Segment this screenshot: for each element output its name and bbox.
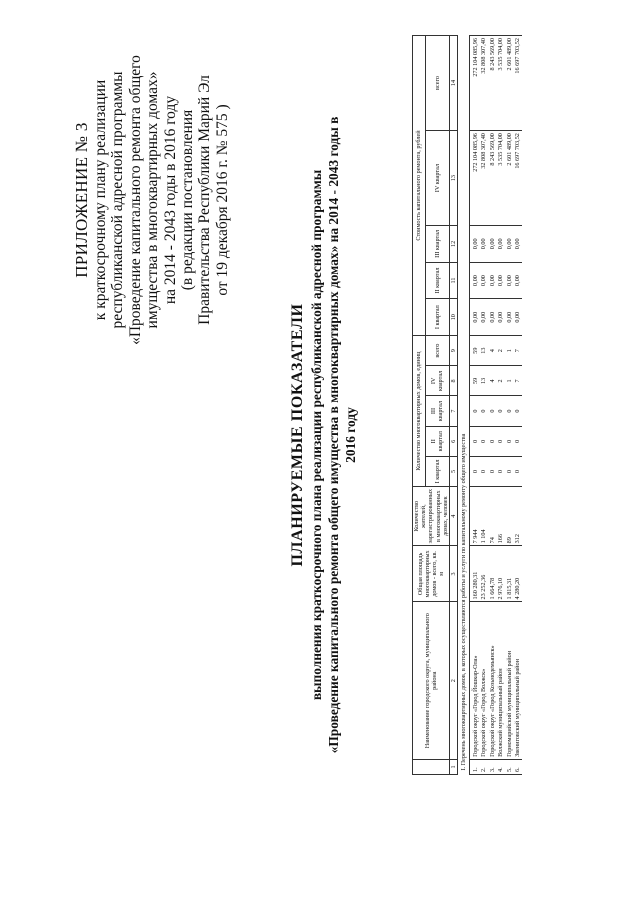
row-houses-q2: 0 [497,426,505,456]
header-cell-q4: IV квартал [425,131,449,226]
row-houses-total: 13 [480,336,488,366]
row-residents: 1 104 [480,487,488,546]
row-cost-q2: 0,00 [513,262,521,299]
section-title: I. Перечень многоквартирных домов, в которых осуществляются работы и услуги по капитальному ремонту общего имущества [458,36,470,775]
row-residents: 89 [505,487,513,546]
row-cost-q3: 0,00 [505,226,513,263]
column-number: 2 [450,602,458,759]
row-area: 2 976,10 [497,546,505,602]
row-houses-total: 2 [497,336,505,366]
row-houses-q2: 0 [470,426,480,456]
row-houses-q1: 0 [470,456,480,486]
row-houses-q4: 7 [513,366,521,396]
row-cost-q4: 8 243 569,00 [488,131,496,226]
row-number: 2. [480,759,488,774]
row-cost-q3: 0,00 [513,226,521,263]
header-cell-q2: II квартал [425,426,449,456]
appendix-line: «Проведение капитального ремонта общего [126,55,144,345]
row-cost-q2: 0,00 [488,262,496,299]
row-houses-q2: 0 [513,426,521,456]
row-cost-q1: 0,00 [497,299,505,336]
header-cell-q1: I квартал [425,456,449,486]
row-cost-q1: 0,00 [513,299,521,336]
column-number: 14 [450,36,458,131]
header-cell-q4: IV квартал [425,366,449,396]
section-row [458,36,470,775]
column-number: 10 [450,299,458,336]
appendix-line: республиканской адресной программы [109,71,127,329]
row-area: 160 280,31 [470,546,480,602]
row-houses-q4: 2 [497,366,505,396]
row-cost-q4: 16 697 703,52 [513,131,521,226]
row-houses-q1: 0 [505,456,513,486]
row-name: Горномарийский муниципальный район [505,602,513,759]
appendix-line: к краткосрочному плану реализации [92,79,109,321]
row-houses-q3: 0 [505,396,513,426]
row-cost-q4: 2 601 489,00 [505,131,513,226]
column-number: 5 [450,456,458,486]
row-number: 3. [488,759,496,774]
row-houses-q4: 59 [470,366,480,396]
row-houses-q3: 0 [497,396,505,426]
column-number: 3 [450,546,458,602]
row-houses-q1: 0 [513,456,521,486]
row-houses-q2: 0 [480,426,488,456]
heading-subtitle: выполнения краткосрочного плана реализации республиканской адресной программы [309,169,324,701]
row-name: Звениговский муниципальный район [513,602,521,759]
header-cell-residents: Количество жителей, зарегистрированных в многоквартирных домах, человек [413,487,450,546]
header-cell-total: всего [425,336,449,366]
row-area: 1 815,31 [505,546,513,602]
table-row [505,36,513,775]
row-name: Городской округ «Город Козьмодемьянск» [488,602,496,759]
row-houses-q2: 0 [488,426,496,456]
row-area: 23 252,36 [480,546,488,602]
header-cell-q3: III квартал [425,396,449,426]
column-number: 1 [450,759,458,774]
header-cell-no [413,759,450,774]
row-name: Городской округ «Город Волжск» [480,602,488,759]
row-cost-q2: 0,00 [505,262,513,299]
row-houses-q3: 0 [513,396,521,426]
column-number: 13 [450,131,458,226]
row-residents: 7 944 [470,487,480,546]
row-residents: 166 [497,487,505,546]
column-number: 4 [450,487,458,546]
document-heading [288,105,359,765]
appendix-line: Правительства Республики Марий Эл [196,75,214,325]
row-number: 1. [470,759,480,774]
table-row [480,36,488,775]
row-cost-q1: 0,00 [470,299,480,336]
row-houses-q1: 0 [488,456,496,486]
row-cost-total: 16 697 703,52 [513,36,521,131]
header-cell-q1: I квартал [425,299,449,336]
heading-subtitle: «Проведение капитального ремонта общего имущества в многоквартирных домах» на 2014 - 2043 годы в 2016 году [326,116,358,754]
row-houses-q3: 0 [480,396,488,426]
row-cost-total: 2 601 489,00 [505,36,513,131]
row-residents: 312 [513,487,521,546]
header-cell-name: Наименование городского округа, муниципального района [413,602,450,759]
row-name: Городской округ «Город Йошкар-Ола» [470,602,480,759]
row-cost-q2: 0,00 [497,262,505,299]
table-row [488,36,496,775]
appendix-line: на 2014 - 2043 годы в 2016 году [161,95,179,305]
row-name: Волжский муниципальный район [497,602,505,759]
row-houses-q3: 0 [488,396,496,426]
indicators-table [412,35,522,775]
column-number: 12 [450,226,458,263]
row-houses-q2: 0 [505,426,513,456]
row-cost-q3: 0,00 [488,226,496,263]
row-houses-q4: 1 [505,366,513,396]
column-number: 8 [450,366,458,396]
column-number: 11 [450,262,458,299]
row-houses-total: 1 [505,336,513,366]
row-houses-total: 59 [470,336,480,366]
row-cost-q1: 0,00 [488,299,496,336]
row-cost-q1: 0,00 [480,299,488,336]
row-residents: 74 [488,487,496,546]
table-row [513,36,521,775]
appendix-line: имущества в многоквартирных домах» [144,71,162,329]
row-number: 4. [497,759,505,774]
appendix-block [72,55,231,345]
row-cost-total: 32 808 307,40 [480,36,488,131]
row-cost-q4: 272 104 085,96 [470,131,480,226]
appendix-title: ПРИЛОЖЕНИЕ № 3 [72,122,91,278]
row-area: 1 664,78 [488,546,496,602]
row-cost-q2: 0,00 [480,262,488,299]
header-cell-q3: III квартал [425,226,449,263]
header-cell-total: всего [425,36,449,131]
row-houses-total: 7 [513,336,521,366]
appendix-line: от 19 декабря 2016 г. № 575 ) [213,104,231,296]
column-number: 7 [450,396,458,426]
row-cost-q3: 0,00 [480,226,488,263]
row-houses-q4: 13 [480,366,488,396]
row-number: 6. [513,759,521,774]
row-cost-total: 3 535 704,00 [497,36,505,131]
row-cost-total: 8 243 569,00 [488,36,496,131]
row-cost-q3: 0,00 [470,226,480,263]
header-cell-q2: II квартал [425,262,449,299]
row-houses-q4: 4 [488,366,496,396]
row-houses-q3: 0 [470,396,480,426]
row-cost-q4: 3 535 704,00 [497,131,505,226]
heading-title: ПЛАНИРУЕМЫЕ ПОКАЗАТЕЛИ [289,303,306,567]
row-area: 4 280,20 [513,546,521,602]
header-group-cost: Стоимость капитального ремонта, рублей [413,36,426,336]
table-row [497,36,505,775]
row-cost-total: 272 104 085,96 [470,36,480,131]
column-number: 9 [450,336,458,366]
row-houses-q1: 0 [480,456,488,486]
table-row [470,36,480,775]
column-number: 6 [450,426,458,456]
row-cost-q3: 0,00 [497,226,505,263]
row-cost-q2: 0,00 [470,262,480,299]
row-cost-q1: 0,00 [505,299,513,336]
row-cost-q4: 32 808 307,40 [480,131,488,226]
row-number: 5. [505,759,513,774]
header-cell-area: Общая площадь многоквартирных домов - всего, кв. м [413,546,450,602]
appendix-line: (в редакции постановления [179,109,197,291]
row-houses-q1: 0 [497,456,505,486]
header-group-houses: Количество многоквартирных домов, единиц [413,336,426,487]
row-houses-total: 4 [488,336,496,366]
column-number-row [450,36,458,775]
